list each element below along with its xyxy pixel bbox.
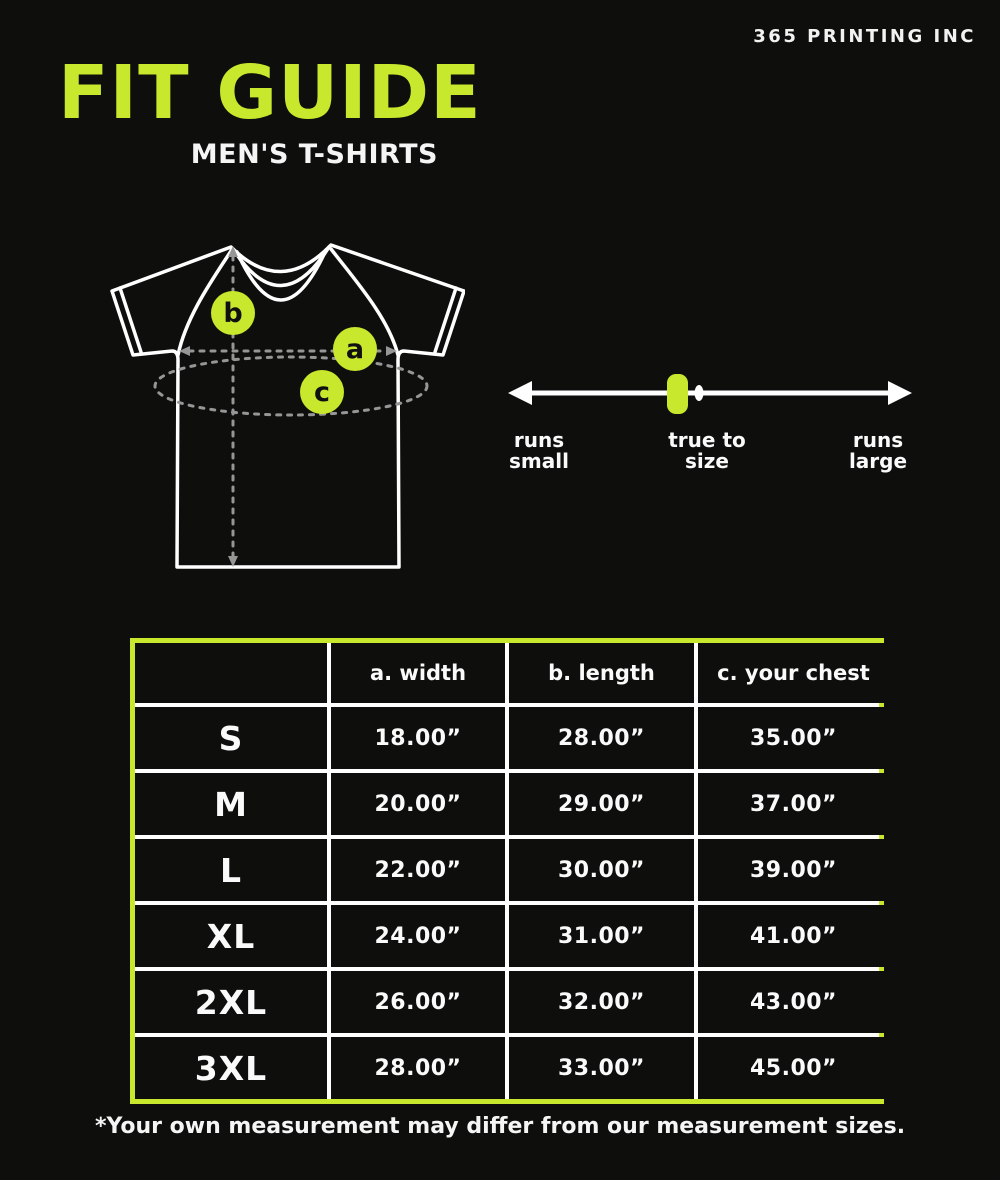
table-cell-width: 24.00” bbox=[331, 905, 505, 967]
table-cell-size: L bbox=[135, 839, 327, 901]
marker-c-label: c bbox=[313, 377, 331, 408]
scale-label-line: size bbox=[685, 449, 729, 473]
fit-scale-svg bbox=[505, 368, 915, 418]
table-cell-length: 28.00” bbox=[509, 707, 694, 769]
tshirt-outline bbox=[112, 245, 464, 567]
table-cell-length: 29.00” bbox=[509, 773, 694, 835]
scale-label-runs-large bbox=[849, 430, 907, 472]
page-subtitle: MEN'S T-SHIRTS bbox=[190, 139, 438, 170]
table-cell-size: XL bbox=[135, 905, 327, 967]
table-cell-width: 28.00” bbox=[331, 1037, 505, 1099]
scale-arrow-right bbox=[888, 381, 912, 405]
table-cell-chest: 45.00” bbox=[698, 1037, 889, 1099]
table-header-length: b. length bbox=[509, 643, 694, 703]
table-cell-chest: 35.00” bbox=[698, 707, 889, 769]
table-cell-width: 22.00” bbox=[331, 839, 505, 901]
scale-tick-dot bbox=[695, 385, 704, 401]
marker-b-label: b bbox=[223, 298, 243, 329]
scale-arrow-left bbox=[508, 381, 532, 405]
scale-marker-true-to-size bbox=[667, 374, 688, 414]
table-cell-width: 20.00” bbox=[331, 773, 505, 835]
table-cell-chest: 43.00” bbox=[698, 971, 889, 1033]
fit-scale bbox=[505, 368, 915, 418]
table-cell-chest: 39.00” bbox=[698, 839, 889, 901]
page-title: FIT GUIDE bbox=[58, 50, 482, 136]
table-cell-length: 30.00” bbox=[509, 839, 694, 901]
scale-label-runs-small bbox=[509, 430, 569, 472]
table-cell-length: 32.00” bbox=[509, 971, 694, 1033]
scale-label-line: runs bbox=[852, 428, 904, 452]
table-cell-size: 3XL bbox=[135, 1037, 327, 1099]
chest-measure-ellipse bbox=[155, 357, 427, 415]
scale-label-line: runs bbox=[513, 428, 565, 452]
table-cell-size: 2XL bbox=[135, 971, 327, 1033]
table-cell-length: 31.00” bbox=[509, 905, 694, 967]
table-cell-width: 26.00” bbox=[331, 971, 505, 1033]
marker-a bbox=[333, 327, 377, 371]
size-table bbox=[130, 638, 884, 1104]
scale-label-true-to-size bbox=[668, 430, 746, 472]
collar-front-seam bbox=[237, 250, 326, 300]
footnote: *Your own measurement may differ from our measurement sizes. bbox=[94, 1114, 906, 1139]
table-cell-chest: 41.00” bbox=[698, 905, 889, 967]
table-cell-size: S bbox=[135, 707, 327, 769]
marker-c bbox=[300, 370, 344, 414]
table-header-corner bbox=[135, 643, 327, 703]
table-header-chest: c. your chest bbox=[698, 643, 889, 703]
marker-a-label: a bbox=[345, 334, 365, 365]
table-header-width: a. width bbox=[331, 643, 505, 703]
scale-label-line: small bbox=[509, 449, 569, 473]
scale-label-line: true to bbox=[668, 428, 746, 452]
table-cell-width: 18.00” bbox=[331, 707, 505, 769]
table-cell-length: 33.00” bbox=[509, 1037, 694, 1099]
table-cell-size: M bbox=[135, 773, 327, 835]
marker-b bbox=[211, 291, 255, 335]
table-cell-chest: 37.00” bbox=[698, 773, 889, 835]
scale-label-line: large bbox=[848, 449, 908, 473]
tshirt-diagram-svg bbox=[100, 225, 465, 575]
tshirt-diagram bbox=[100, 225, 465, 575]
collar-rib-line bbox=[233, 247, 329, 286]
brand-name: 365 PRINTING INC bbox=[753, 26, 976, 47]
